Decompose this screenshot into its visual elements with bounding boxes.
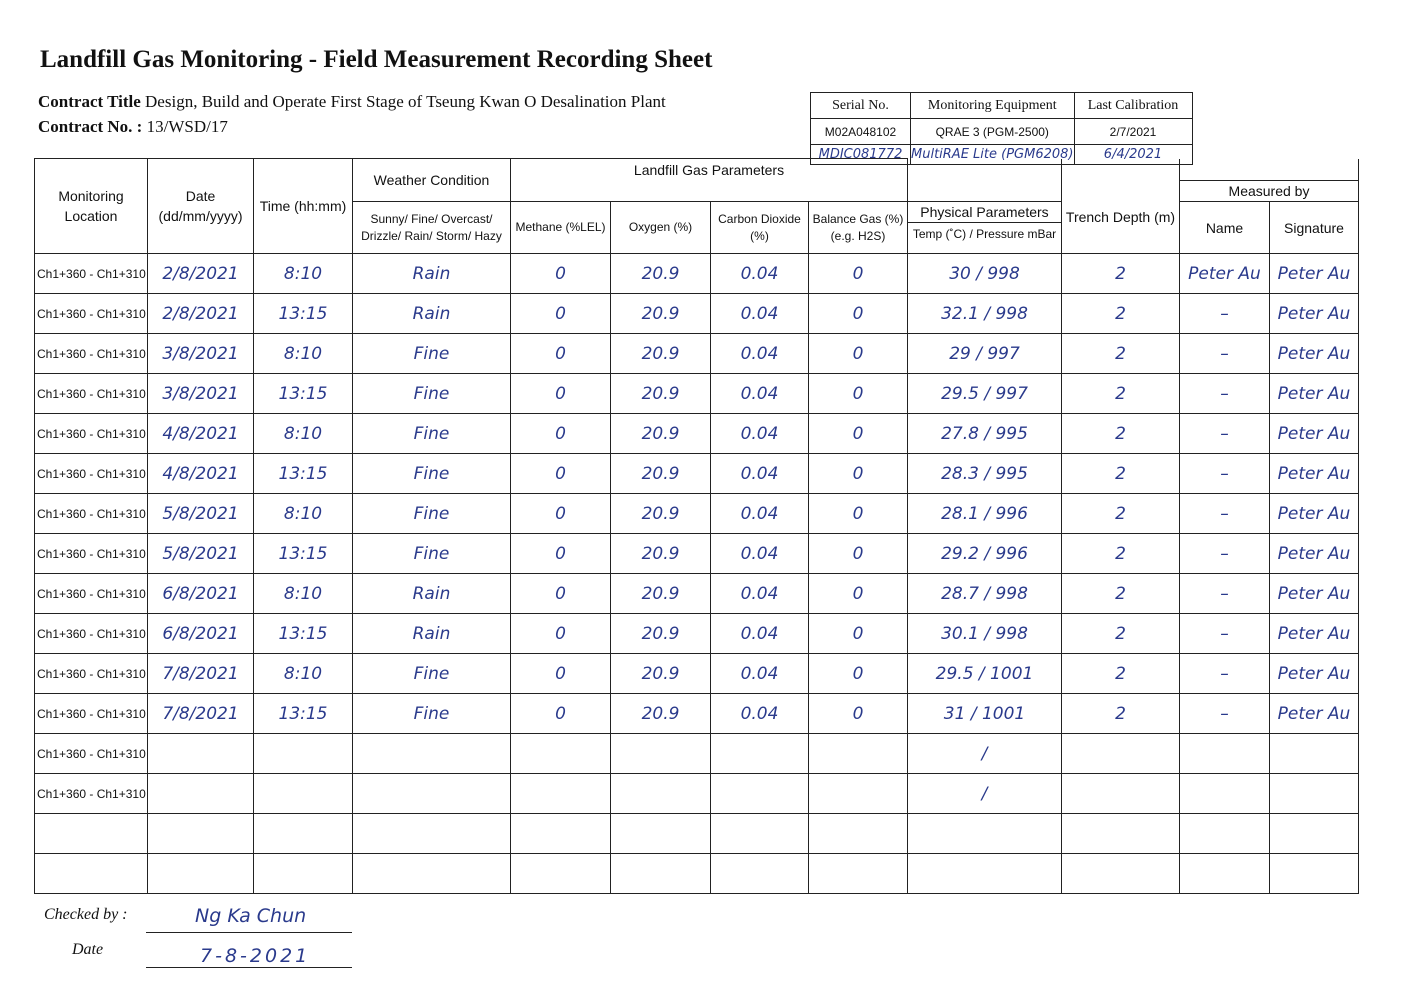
col-methane-header: Methane (%LEL): [511, 202, 611, 254]
trench-depth-cell: 2: [1062, 694, 1180, 734]
balance-gas-cell: 0: [809, 494, 908, 534]
time-cell: 8:10: [254, 334, 353, 374]
time-cell: [254, 774, 353, 814]
weather-cell: [353, 814, 511, 854]
methane-cell: 0: [511, 614, 611, 654]
co2-cell: 0.04: [711, 534, 809, 574]
location-cell: Ch1+360 - Ch1+310: [35, 334, 148, 374]
oxygen-cell: 20.9: [611, 294, 711, 334]
oxygen-cell: 20.9: [611, 614, 711, 654]
date-cell: 7/8/2021: [148, 654, 254, 694]
date-cell: [148, 734, 254, 774]
trench-depth-cell: [1062, 854, 1180, 894]
contract-no-label: Contract No. :: [38, 117, 143, 136]
temp-pressure-cell: 30 / 998: [908, 254, 1062, 294]
location-cell: Ch1+360 - Ch1+310: [35, 614, 148, 654]
co2-cell: 0.04: [711, 654, 809, 694]
co2-cell: 0.04: [711, 494, 809, 534]
balance-gas-cell: [809, 734, 908, 774]
weather-cell: Fine: [353, 654, 511, 694]
co2-cell: [711, 734, 809, 774]
trench-depth-cell: 2: [1062, 334, 1180, 374]
location-cell: Ch1+360 - Ch1+310: [35, 374, 148, 414]
oxygen-cell: 20.9: [611, 254, 711, 294]
trench-depth-cell: 2: [1062, 414, 1180, 454]
weather-cell: Fine: [353, 694, 511, 734]
signature-cell: Peter Au: [1270, 694, 1359, 734]
oxygen-cell: 20.9: [611, 574, 711, 614]
table-row: [35, 654, 1359, 694]
trench-depth-cell: 2: [1062, 494, 1180, 534]
table-row: [35, 414, 1359, 454]
time-cell: [254, 734, 353, 774]
methane-cell: 0: [511, 534, 611, 574]
oxygen-cell: 20.9: [611, 454, 711, 494]
measured-group-header: Measured by: [1180, 181, 1359, 202]
co2-cell: 0.04: [711, 414, 809, 454]
trench-depth-cell: 2: [1062, 374, 1180, 414]
location-cell: Ch1+360 - Ch1+310: [35, 694, 148, 734]
table-row: [35, 614, 1359, 654]
name-cell: –: [1180, 334, 1270, 374]
date-cell: 4/8/2021: [148, 414, 254, 454]
date-cell: 6/8/2021: [148, 574, 254, 614]
date-cell: [148, 774, 254, 814]
date-label: Date: [72, 941, 104, 958]
temp-pressure-cell: 30.1 / 998: [908, 614, 1062, 654]
location-cell: Ch1+360 - Ch1+310: [35, 494, 148, 534]
methane-cell: 0: [511, 654, 611, 694]
co2-cell: 0.04: [711, 694, 809, 734]
equipment-cell: MultiRAE Lite (PGM6208): [911, 145, 1075, 165]
table-row: [35, 334, 1359, 374]
name-cell: –: [1180, 414, 1270, 454]
location-cell: Ch1+360 - Ch1+310: [35, 654, 148, 694]
oxygen-cell: 20.9: [611, 654, 711, 694]
table-row: [35, 814, 1359, 854]
temp-pressure-cell: [908, 814, 1062, 854]
weather-cell: Fine: [353, 494, 511, 534]
date-cell: 5/8/2021: [148, 494, 254, 534]
contract-no-value: 13/WSD/17: [146, 117, 228, 136]
signature-cell: Peter Au: [1270, 334, 1359, 374]
physical-params-header: [908, 202, 1062, 254]
location-cell: Ch1+360 - Ch1+310: [35, 414, 148, 454]
measurement-table: [34, 158, 1359, 894]
table-row: [35, 734, 1359, 774]
time-cell: 8:10: [254, 414, 353, 454]
location-cell: Ch1+360 - Ch1+310: [35, 294, 148, 334]
date-cell: 4/8/2021: [148, 454, 254, 494]
signature-cell: Peter Au: [1270, 574, 1359, 614]
signature-cell: Peter Au: [1270, 414, 1359, 454]
table-row: [35, 774, 1359, 814]
balance-gas-cell: 0: [809, 534, 908, 574]
signature-cell: [1270, 854, 1359, 894]
temp-pressure-cell: /: [908, 774, 1062, 814]
col-name-header: Name: [1180, 202, 1270, 254]
signature-cell: [1270, 774, 1359, 814]
balance-gas-cell: [809, 814, 908, 854]
balance-gas-cell: 0: [809, 374, 908, 414]
co2-cell: [711, 774, 809, 814]
checked-by-signature: Ng Ka Chun: [195, 905, 307, 927]
date-cell: 2/8/2021: [148, 254, 254, 294]
methane-cell: 0: [511, 694, 611, 734]
oxygen-cell: 20.9: [611, 494, 711, 534]
weather-cell: Fine: [353, 334, 511, 374]
temp-pressure-cell: 28.7 / 998: [908, 574, 1062, 614]
time-cell: 13:15: [254, 534, 353, 574]
time-cell: 8:10: [254, 494, 353, 534]
trench-depth-cell: 2: [1062, 534, 1180, 574]
oxygen-cell: 20.9: [611, 334, 711, 374]
serial-no-header: Serial No.: [811, 93, 911, 119]
weather-cell: Rain: [353, 614, 511, 654]
contract-title-row: [38, 92, 666, 112]
methane-cell: 0: [511, 574, 611, 614]
name-cell: –: [1180, 494, 1270, 534]
time-cell: 13:15: [254, 374, 353, 414]
table-row: [35, 854, 1359, 894]
signature-cell: [1270, 734, 1359, 774]
methane-cell: 0: [511, 494, 611, 534]
temp-pressure-cell: 29 / 997: [908, 334, 1062, 374]
oxygen-cell: 20.9: [611, 414, 711, 454]
weather-cell: [353, 854, 511, 894]
co2-cell: 0.04: [711, 254, 809, 294]
balance-gas-cell: [809, 854, 908, 894]
date-cell: [148, 854, 254, 894]
date-cell: 3/8/2021: [148, 334, 254, 374]
col-location-header: Monitoring Location: [35, 159, 148, 254]
name-cell: –: [1180, 694, 1270, 734]
methane-cell: 0: [511, 374, 611, 414]
equipment-header: Monitoring Equipment: [911, 93, 1075, 119]
table-row: [35, 534, 1359, 574]
trench-depth-cell: 2: [1062, 574, 1180, 614]
date-cell: [148, 814, 254, 854]
methane-cell: 0: [511, 294, 611, 334]
co2-cell: 0.04: [711, 574, 809, 614]
co2-cell: 0.04: [711, 334, 809, 374]
oxygen-cell: [611, 814, 711, 854]
time-cell: 8:10: [254, 574, 353, 614]
trench-depth-cell: 2: [1062, 254, 1180, 294]
balance-gas-cell: 0: [809, 614, 908, 654]
trench-depth-cell: [1062, 774, 1180, 814]
oxygen-cell: 20.9: [611, 694, 711, 734]
location-cell: Ch1+360 - Ch1+310: [35, 734, 148, 774]
methane-cell: [511, 774, 611, 814]
equipment-cell: QRAE 3 (PGM-2500): [911, 119, 1075, 145]
signature-cell: Peter Au: [1270, 294, 1359, 334]
col-temp-pressure-header: Temp (˚C) / Pressure mBar: [912, 227, 1057, 241]
co2-cell: 0.04: [711, 294, 809, 334]
methane-cell: 0: [511, 254, 611, 294]
name-cell: –: [1180, 374, 1270, 414]
co2-cell: [711, 854, 809, 894]
time-cell: 13:15: [254, 694, 353, 734]
weather-cell: [353, 774, 511, 814]
weather-cell: Rain: [353, 574, 511, 614]
table-row: [35, 494, 1359, 534]
location-cell: Ch1+360 - Ch1+310: [35, 574, 148, 614]
name-cell: –: [1180, 574, 1270, 614]
temp-pressure-cell: 29.2 / 996: [908, 534, 1062, 574]
methane-cell: 0: [511, 454, 611, 494]
weather-cell: Rain: [353, 254, 511, 294]
oxygen-cell: 20.9: [611, 534, 711, 574]
location-cell: Ch1+360 - Ch1+310: [35, 454, 148, 494]
col-time-header: Time (hh:mm): [254, 159, 353, 254]
location-cell: [35, 854, 148, 894]
oxygen-cell: [611, 734, 711, 774]
contract-no-row: [38, 117, 228, 137]
date-cell: 7/8/2021: [148, 694, 254, 734]
time-cell: 13:15: [254, 294, 353, 334]
calibration-header: Last Calibration: [1074, 93, 1192, 119]
temp-pressure-cell: 29.5 / 1001: [908, 654, 1062, 694]
weather-cell: Fine: [353, 374, 511, 414]
weather-cell: Rain: [353, 294, 511, 334]
time-cell: 13:15: [254, 454, 353, 494]
balance-gas-cell: 0: [809, 694, 908, 734]
balance-gas-cell: 0: [809, 574, 908, 614]
table-row: [35, 694, 1359, 734]
temp-pressure-cell: 29.5 / 997: [908, 374, 1062, 414]
table-row: [35, 454, 1359, 494]
oxygen-cell: [611, 774, 711, 814]
location-cell: Ch1+360 - Ch1+310: [35, 254, 148, 294]
balance-gas-cell: 0: [809, 454, 908, 494]
weather-cell: Fine: [353, 454, 511, 494]
methane-cell: 0: [511, 334, 611, 374]
date-cell: 2/8/2021: [148, 294, 254, 334]
co2-cell: 0.04: [711, 374, 809, 414]
temp-pressure-cell: 27.8 / 995: [908, 414, 1062, 454]
name-cell: [1180, 774, 1270, 814]
weather-cell: [353, 734, 511, 774]
name-cell: [1180, 734, 1270, 774]
date-cell: 3/8/2021: [148, 374, 254, 414]
col-co2-header: Carbon Dioxide (%): [711, 202, 809, 254]
table-row: [35, 374, 1359, 414]
co2-cell: 0.04: [711, 454, 809, 494]
col-oxygen-header: Oxygen (%): [611, 202, 711, 254]
name-cell: –: [1180, 454, 1270, 494]
weather-group-header: Weather Condition: [353, 159, 511, 202]
date-cell: 5/8/2021: [148, 534, 254, 574]
measurement-rows: [35, 254, 1359, 894]
name-cell: –: [1180, 534, 1270, 574]
time-cell: 8:10: [254, 654, 353, 694]
balance-gas-cell: 0: [809, 254, 908, 294]
oxygen-cell: 20.9: [611, 374, 711, 414]
signature-cell: Peter Au: [1270, 454, 1359, 494]
table-row: [35, 294, 1359, 334]
checked-date: 7-8-2021: [200, 945, 311, 967]
trench-depth-cell: 2: [1062, 454, 1180, 494]
signature-cell: Peter Au: [1270, 534, 1359, 574]
methane-cell: [511, 814, 611, 854]
trench-depth-cell: [1062, 814, 1180, 854]
location-cell: Ch1+360 - Ch1+310: [35, 774, 148, 814]
time-cell: [254, 814, 353, 854]
balance-gas-cell: 0: [809, 334, 908, 374]
trench-depth-cell: 2: [1062, 614, 1180, 654]
col-weather-header: Sunny/ Fine/ Overcast/ Drizzle/ Rain/ Storm/ Hazy: [353, 202, 511, 254]
methane-cell: [511, 734, 611, 774]
name-cell: –: [1180, 654, 1270, 694]
balance-gas-cell: 0: [809, 294, 908, 334]
oxygen-cell: [611, 854, 711, 894]
temp-pressure-cell: 32.1 / 998: [908, 294, 1062, 334]
contract-title-value: Design, Build and Operate First Stage of Tseung Kwan O Desalination Plant: [145, 92, 666, 111]
equipment-table: [810, 92, 1193, 165]
gas-group-header: Landfill Gas Parameters: [511, 159, 908, 181]
col-trench-header: Trench Depth (m): [1062, 181, 1180, 254]
temp-pressure-cell: 31 / 1001: [908, 694, 1062, 734]
signature-cell: Peter Au: [1270, 654, 1359, 694]
co2-cell: 0.04: [711, 614, 809, 654]
time-cell: 8:10: [254, 254, 353, 294]
checked-by-line: [146, 932, 352, 933]
date-cell: 6/8/2021: [148, 614, 254, 654]
trench-depth-cell: [1062, 734, 1180, 774]
location-cell: Ch1+360 - Ch1+310: [35, 534, 148, 574]
trench-depth-cell: 2: [1062, 294, 1180, 334]
time-cell: [254, 854, 353, 894]
contract-title-label: Contract Title: [38, 92, 141, 111]
trench-depth-cell: 2: [1062, 654, 1180, 694]
checked-by-label: Checked by :: [44, 906, 128, 923]
signature-cell: Peter Au: [1270, 254, 1359, 294]
temp-pressure-cell: 28.3 / 995: [908, 454, 1062, 494]
name-cell: –: [1180, 614, 1270, 654]
col-balance-gas-header: Balance Gas (%) (e.g. H2S): [809, 202, 908, 254]
balance-gas-cell: 0: [809, 414, 908, 454]
weather-cell: Fine: [353, 414, 511, 454]
weather-cell: Fine: [353, 534, 511, 574]
signature-cell: [1270, 814, 1359, 854]
balance-gas-cell: 0: [809, 654, 908, 694]
table-row: [35, 254, 1359, 294]
date-line: [146, 967, 352, 968]
temp-pressure-cell: 28.1 / 996: [908, 494, 1062, 534]
col-signature-header: Signature: [1270, 202, 1359, 254]
temp-pressure-cell: /: [908, 734, 1062, 774]
signature-cell: Peter Au: [1270, 494, 1359, 534]
table-row: [35, 574, 1359, 614]
calibration-cell: 2/7/2021: [1074, 119, 1192, 145]
name-cell: [1180, 854, 1270, 894]
calibration-cell: 6/4/2021: [1074, 145, 1192, 165]
page-title: Landfill Gas Monitoring - Field Measurement Recording Sheet: [40, 46, 713, 73]
serial-no-cell: M02A048102: [811, 119, 911, 145]
methane-cell: [511, 854, 611, 894]
name-cell: Peter Au: [1180, 254, 1270, 294]
balance-gas-cell: [809, 774, 908, 814]
location-cell: [35, 814, 148, 854]
name-cell: [1180, 814, 1270, 854]
col-date-header: Date (dd/mm/yyyy): [148, 159, 254, 254]
signature-cell: Peter Au: [1270, 374, 1359, 414]
time-cell: 13:15: [254, 614, 353, 654]
co2-cell: [711, 814, 809, 854]
signature-cell: Peter Au: [1270, 614, 1359, 654]
serial-no-cell: MDIC081772: [811, 145, 911, 165]
physical-group-label: Physical Parameters: [908, 202, 1061, 223]
methane-cell: 0: [511, 414, 611, 454]
name-cell: –: [1180, 294, 1270, 334]
temp-pressure-cell: [908, 854, 1062, 894]
